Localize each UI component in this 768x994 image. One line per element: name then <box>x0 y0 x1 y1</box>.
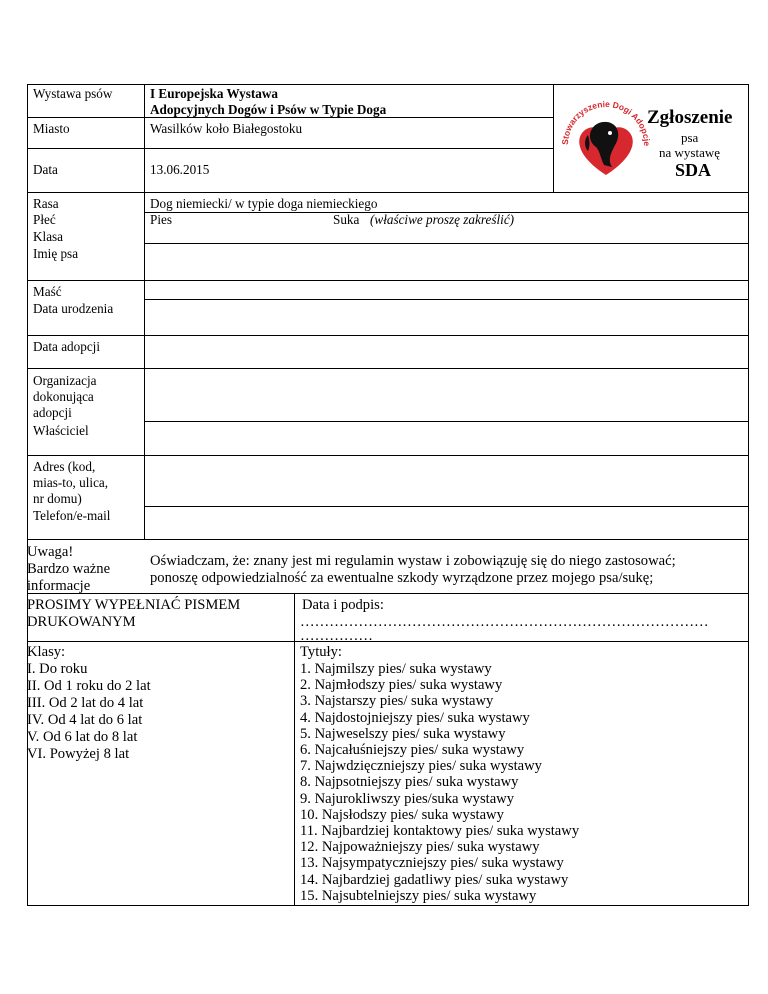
tytuly-item: 8. Najpsotniejszy pies/ suka wystawy <box>300 774 519 791</box>
divider <box>27 593 749 594</box>
miasto-label: Miasto <box>33 121 70 136</box>
tytuly-item: 11. Najbardziej kontaktowy pies/ suka wystawy <box>300 823 580 839</box>
rasa-value: Dog niemiecki/ w typie doga niemieckiego <box>150 196 378 211</box>
klasy-item: I. Do roku <box>27 661 88 677</box>
data-adopcji-label: Data adopcji <box>33 339 101 354</box>
klasa-label: Klasa <box>33 229 64 244</box>
divider <box>27 539 749 540</box>
plec-option-suka[interactable]: Suka <box>333 212 360 227</box>
klasy-item: VI. Powyżej 8 lat <box>27 746 130 762</box>
tytuly-item: 2. Najmłodszy pies/ suka wystawy <box>300 677 503 694</box>
klasy-item: II. Od 1 roku do 2 lat <box>27 678 151 694</box>
klasy-item: V. Od 6 lat do 8 lat <box>27 729 138 745</box>
data-urodzenia-label: Data urodzenia <box>33 301 114 316</box>
form-abbreviation: SDA <box>675 160 712 180</box>
column-divider <box>553 84 554 192</box>
divider <box>144 243 749 244</box>
divider <box>144 506 749 507</box>
telefon-label: Telefon/e-mail <box>33 508 111 523</box>
masc-label: Maść <box>33 284 62 299</box>
wystawa-name-line1: I Europejska Wystawa <box>150 86 278 101</box>
organizacja-label-line1: Organizacja <box>33 373 97 388</box>
rasa-label: Rasa <box>33 196 59 211</box>
statement-line1: Oświadczam, że: znany jest mi regulamin wystaw i zobowiązuję się do niego zastosować; <box>150 553 676 569</box>
klasy-header: Klasy: <box>27 644 66 660</box>
tytuly-item: 3. Najstarszy pies/ suka wystawy <box>300 693 494 710</box>
adres-label-line1: Adres (kod, <box>33 459 96 474</box>
podpis-label: Data i podpis: <box>302 597 384 613</box>
tytuly-item: 10. Najsłodszy pies/ suka wystawy <box>300 806 504 823</box>
tytuly-header: Tytuły: <box>300 644 342 660</box>
wystawa-label: Wystawa psów <box>33 86 113 101</box>
divider <box>27 335 749 336</box>
column-divider <box>294 593 295 906</box>
heart-dog-logo-icon <box>558 95 654 187</box>
divider <box>144 299 749 300</box>
tytuly-item: 1. Najmilszy pies/ suka wystawy <box>300 661 492 677</box>
tytuly-item: 4. Najdostojniejszy pies/ suka wystawy <box>300 709 530 726</box>
wystawa-name-line2: Adopcyjnych Dogów i Psów w Typie Doga <box>150 102 387 117</box>
divider <box>27 641 749 642</box>
plec-option-pies[interactable]: Pies <box>150 212 172 227</box>
signature-dots-line2[interactable]: …………… <box>300 628 373 644</box>
adres-label-line3: nr domu) <box>33 491 82 506</box>
plec-note <box>370 212 514 228</box>
divider <box>144 421 749 422</box>
tytuly-item: 6. Najcałuśniejszy pies/ suka wystawy <box>300 742 525 758</box>
prosimy-line1: PROSIMY WYPEŁNIAĆ PISMEM <box>27 597 241 613</box>
tytuly-item: 12. Najpoważniejszy pies/ suka wystawy <box>300 839 540 856</box>
tytuly-item: 15. Najsubtelniejszy pies/ suka wystawy <box>300 887 537 904</box>
tytuly-item: 7. Najwdzięczniejszy pies/ suka wystawy <box>300 758 542 775</box>
tytuly-item: 5. Najweselszy pies/ suka wystawy <box>300 725 506 742</box>
klasy-item: III. Od 2 lat do 4 lat <box>27 695 144 711</box>
divider <box>27 192 749 193</box>
tytuly-item: 9. Najurokliwszy pies/suka wystawy <box>300 790 515 807</box>
column-divider <box>144 84 145 539</box>
divider <box>27 148 553 149</box>
plec-note-text: (właściwe proszę zakreślić) <box>370 212 515 227</box>
miasto-value: Wasilków koło Białegostoku <box>150 121 303 136</box>
divider <box>27 368 749 369</box>
adres-label-line2: mias-to, ulica, <box>33 475 109 490</box>
tytuly-item: 14. Najbardziej gadatliwy pies/ suka wystawy <box>300 871 569 888</box>
form-title: Zgłoszenie <box>647 107 733 128</box>
organizacja-label-line2: dokonująca <box>33 389 94 404</box>
divider <box>27 280 749 281</box>
data-value: 13.06.2015 <box>150 162 210 177</box>
form-subtitle-line2: na wystawę <box>659 145 721 160</box>
prosimy-line2: DRUKOWANYM <box>27 614 136 630</box>
uwaga-line1: Uwaga! <box>27 544 74 560</box>
signature-dots-line1[interactable]: ………………………………………………………………………… <box>300 614 709 630</box>
statement-line2: ponoszę odpowiedzialność za ewentualne szkody wyrządzone przez mojego psa/sukę; <box>150 570 654 586</box>
wlasciciel-label: Właściciel <box>33 423 89 438</box>
tytuly-item: 13. Najsympatyczniejszy pies/ suka wystawy <box>300 855 564 872</box>
divider <box>27 455 749 456</box>
klasy-item: IV. Od 4 lat do 6 lat <box>27 712 143 728</box>
uwaga-line3: informacje <box>27 578 91 594</box>
organizacja-label-line3: adopcji <box>33 405 72 420</box>
data-label: Data <box>33 162 58 177</box>
logo-ring-text: Stowarzyszenie Dogi Adopcje <box>559 98 653 147</box>
imie-label: Imię psa <box>33 246 79 261</box>
plec-label: Płeć <box>33 212 56 227</box>
form-subtitle-line1: psa <box>681 130 699 145</box>
uwaga-line2: Bardzo ważne <box>27 561 111 577</box>
